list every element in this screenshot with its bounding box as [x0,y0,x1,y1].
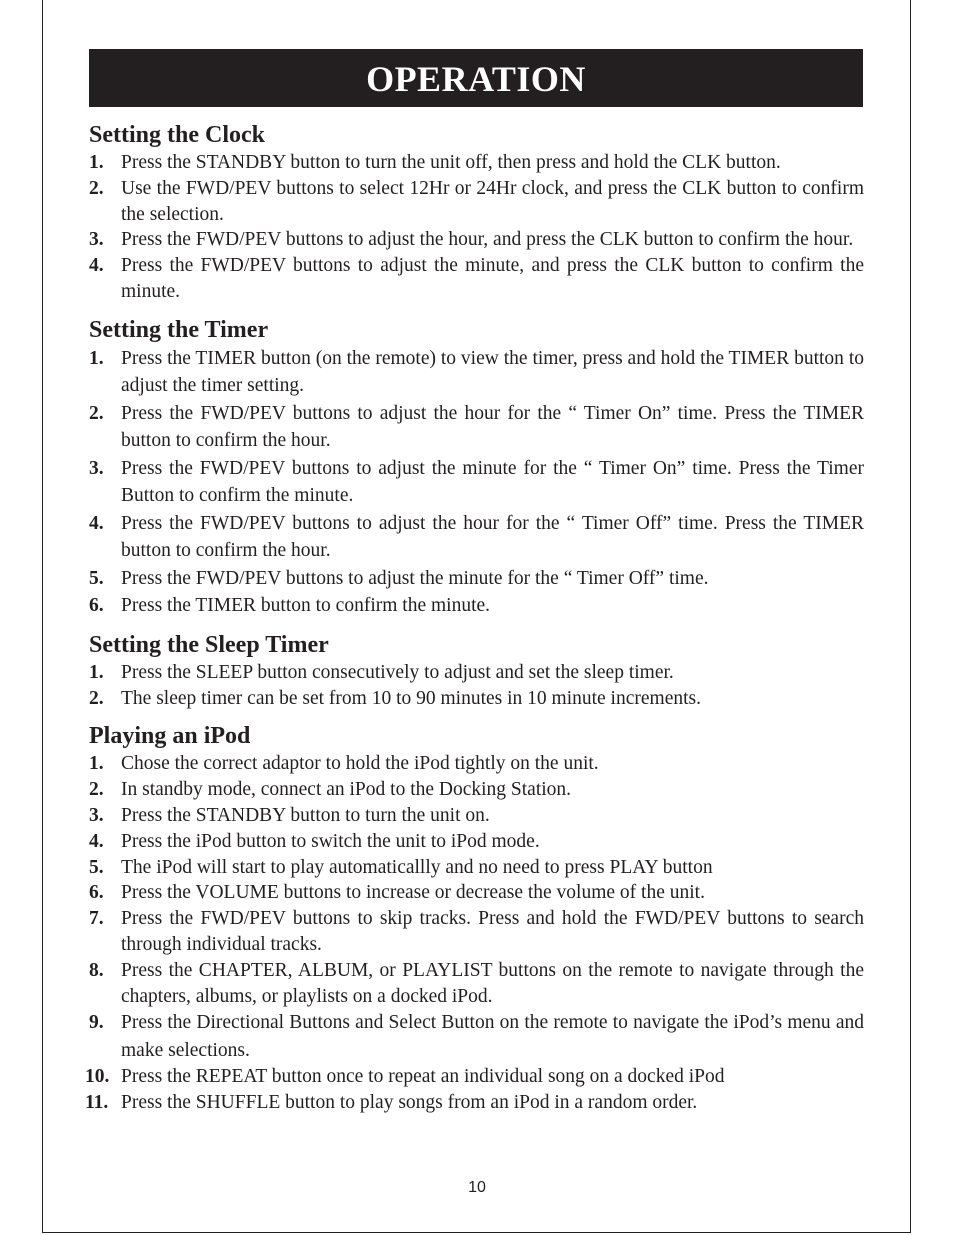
section-heading: Setting the Clock [89,122,265,148]
list-item [85,1090,864,1116]
item-text: Press the TIMER button to confirm the minute. [121,595,491,617]
item-number: 1. [89,152,104,173]
item-text: Press the FWD/PEV buttons to adjust the hour for the “ Timer Off” time. Press the TIMER button to confirm the hour. [121,512,864,562]
item-number: 1. [89,753,104,775]
page-title: OPERATION [366,59,586,99]
instruction-list [89,150,864,305]
item-text: Press the SHUFFLE button to play songs from an iPod in a random order. [121,1092,698,1114]
item-text: Press the FWD/PEV buttons to adjust the minute for the “ Timer Off” time. [121,567,709,589]
item-number: 4. [89,830,104,852]
list-item [89,880,864,906]
item-text: Press the CHAPTER, ALBUM, or PLAYLIST buttons on the remote to navigate through the chapters, albums, or playlists on a docked iPod. [121,959,864,1007]
list-item [89,686,864,712]
item-text: Press the TIMER button (on the remote) to view the timer, press and hold the TIMER button to adjust the timer setting. [121,347,864,397]
section-heading: Playing an iPod [89,723,251,750]
item-text: In standby mode, connect an iPod to the Docking Station. [121,779,572,801]
section-playing-ipod [85,721,864,1116]
item-text: Press the VOLUME buttons to increase or decrease the volume of the unit. [121,882,705,904]
item-number: 2. [89,177,104,199]
list-item [89,829,864,855]
list-item [89,906,864,958]
item-text: Press the STANDBY button to turn the unit on. [121,804,490,826]
section-setting-timer [89,315,864,620]
section-heading: Setting the Sleep Timer [89,631,329,658]
item-number: 2. [89,779,104,801]
item-text: Press the FWD/PEV buttons to skip tracks. Press and hold the FWD/PEV buttons to search through individual tracks. [121,908,864,955]
item-text: Press the STANDBY button to turn the unit off, then press and hold the CLK button. [121,152,781,173]
list-item [89,1009,864,1064]
list-item [89,345,864,400]
item-number: 3. [89,804,104,826]
item-text: Press the FWD/PEV buttons to adjust the minute for the “ Timer On” time. Press the Timer Button to confirm the minute. [121,457,864,507]
list-item [89,803,864,829]
item-number: 2. [89,687,104,709]
item-text: Press the SLEEP button consecutively to adjust and set the sleep timer. [121,661,674,683]
item-number: 1. [89,347,104,369]
instruction-list [85,751,864,1116]
item-number: 10. [85,1066,110,1088]
list-item [89,253,864,305]
item-text: Press the iPod button to switch the unit to iPod mode. [121,830,540,852]
item-text: The sleep timer can be set from 10 to 90 minutes in 10 minute increments. [121,687,701,709]
list-item [89,777,864,803]
item-number: 3. [89,229,104,251]
item-number: 7. [89,908,104,930]
list-item [89,660,864,686]
list-item [89,400,864,455]
item-text: The iPod will start to play automaticallly and no need to press PLAY button [121,856,713,878]
item-number: 1. [89,661,104,683]
item-number: 6. [89,595,104,617]
section-setting-sleep-timer [89,630,864,712]
list-item [89,510,864,565]
section-banner [89,49,863,107]
item-text: Press the REPEAT button once to repeat an individual song on a docked iPod [121,1066,725,1088]
list-item [89,592,864,620]
list-item [89,958,864,1010]
item-number: 6. [89,882,104,904]
list-item [85,1064,864,1090]
list-item [89,855,864,881]
list-item [89,751,864,777]
item-text: Use the FWD/PEV buttons to select 12Hr or 24Hr clock, and press the CLK button to confirm the selection. [121,177,864,225]
list-item [89,455,864,510]
item-text: Press the Directional Buttons and Select Button on the remote to navigate the iPod’s menu and make selections. [121,1012,864,1061]
item-number: 4. [89,512,104,534]
item-number: 5. [89,567,104,589]
item-number: 9. [89,1012,104,1034]
item-number: 11. [85,1092,109,1114]
manual-content [85,120,864,1126]
item-text: Chose the correct adaptor to hold the iPod tightly on the unit. [121,753,599,775]
list-item [89,150,864,176]
item-number: 4. [89,255,104,277]
item-text: Press the FWD/PEV buttons to adjust the minute, and press the CLK button to confirm the minute. [121,255,864,302]
list-item [89,227,864,253]
item-number: 5. [89,856,104,878]
instruction-list [89,345,864,620]
section-setting-clock [89,120,864,305]
item-text: Press the FWD/PEV buttons to adjust the hour for the “ Timer On” time. Press the TIMER button to confirm the hour. [121,402,864,452]
item-text: Press the FWD/PEV buttons to adjust the hour, and press the CLK button to confirm the hour. [121,229,854,251]
list-item [89,565,864,593]
page-number: 10 [468,1179,486,1196]
item-number: 3. [89,457,104,479]
section-heading: Setting the Timer [89,316,269,343]
instruction-list [89,660,864,712]
item-number: 2. [89,402,104,424]
list-item [89,176,864,228]
item-number: 8. [89,959,104,981]
